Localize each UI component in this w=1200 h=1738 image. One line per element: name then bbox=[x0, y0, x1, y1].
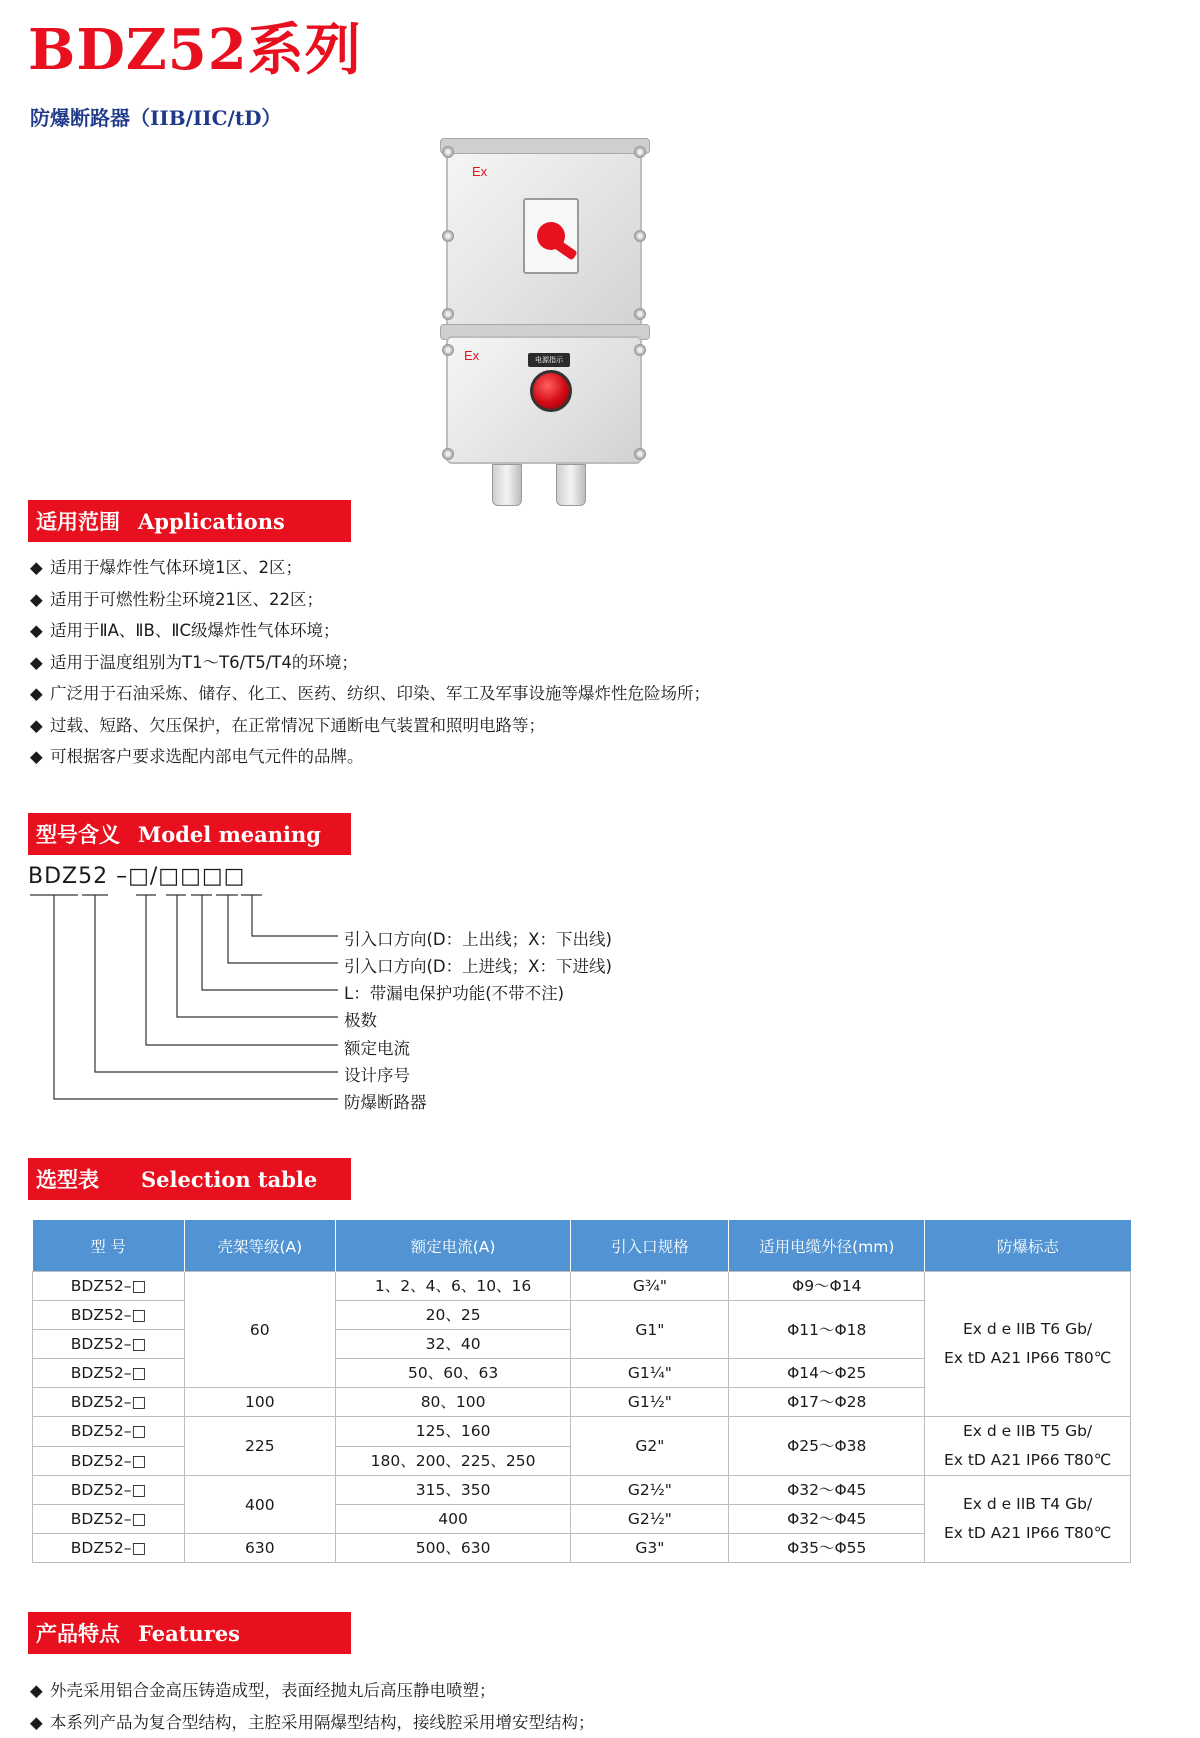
current-cell: 125、160 bbox=[335, 1417, 571, 1447]
selection-table-header bbox=[28, 1158, 351, 1200]
model-cell: BDZ52–□ bbox=[33, 1301, 185, 1330]
model-cell: BDZ52–□ bbox=[33, 1446, 185, 1476]
model-cell: BDZ52–□ bbox=[33, 1388, 185, 1417]
list-item: ◆ 过载、短路、欠压保护，在正常情况下通断电气装置和照明电路等； bbox=[30, 710, 710, 742]
thread-cell: G2½" bbox=[571, 1476, 729, 1505]
cable-cell: Φ11～Φ18 bbox=[729, 1301, 925, 1359]
diamond-bullet-icon: ◆ bbox=[30, 552, 50, 584]
model-meaning-header bbox=[28, 813, 351, 855]
diamond-bullet-icon: ◆ bbox=[30, 1707, 50, 1738]
screw-icon bbox=[634, 146, 646, 158]
applications-header bbox=[28, 500, 351, 542]
diamond-bullet-icon: ◆ bbox=[30, 647, 50, 679]
screw-icon bbox=[442, 146, 454, 158]
current-cell: 80、100 bbox=[335, 1388, 571, 1417]
cable-gland-icon bbox=[556, 464, 586, 506]
model-cell: BDZ52–□ bbox=[33, 1505, 185, 1534]
list-item: ◆ 适用于ⅡA、ⅡB、ⅡC级爆炸性气体环境； bbox=[30, 615, 710, 647]
column-header: 壳架等级(A) bbox=[184, 1220, 335, 1272]
list-item: ◆ 适用于可燃性粉尘环境21区、22区； bbox=[30, 584, 710, 616]
model-cell: BDZ52–□ bbox=[33, 1330, 185, 1359]
page-title: BDZ52系列 bbox=[28, 22, 362, 78]
cable-cell: Φ9～Φ14 bbox=[729, 1272, 925, 1301]
lamp-label: 电源指示 bbox=[528, 353, 570, 367]
product-image bbox=[440, 138, 650, 510]
ex-mark-cell: Ex d e IIB T5 Gb/ Ex tD A21 IP66 T80℃ bbox=[925, 1417, 1131, 1476]
screw-icon bbox=[442, 448, 454, 460]
column-header: 防爆标志 bbox=[925, 1220, 1131, 1272]
frame-cell: 60 bbox=[184, 1272, 335, 1388]
current-cell: 32、40 bbox=[335, 1330, 571, 1359]
features-header bbox=[28, 1612, 351, 1654]
screw-icon bbox=[634, 448, 646, 460]
section-title-en: Features bbox=[138, 1621, 240, 1646]
section-title-cn: 选型表 bbox=[36, 1164, 99, 1194]
features-list bbox=[30, 1675, 595, 1738]
section-title-cn: 产品特点 bbox=[36, 1618, 120, 1648]
model-meaning-item: 设计序号 bbox=[344, 1062, 410, 1086]
thread-cell: G2½" bbox=[571, 1505, 729, 1534]
model-meaning-item: 额定电流 bbox=[344, 1035, 410, 1059]
screw-icon bbox=[634, 344, 646, 356]
diamond-bullet-icon: ◆ bbox=[30, 615, 50, 647]
current-cell: 20、25 bbox=[335, 1301, 571, 1330]
selection-table bbox=[32, 1220, 1131, 1563]
ex-mark-cell: Ex d e IIB T6 Gb/ Ex tD A21 IP66 T80℃ bbox=[925, 1272, 1131, 1417]
applications-list bbox=[30, 552, 710, 773]
cable-cell: Φ14～Φ25 bbox=[729, 1359, 925, 1388]
column-header: 适用电缆外径(mm) bbox=[729, 1220, 925, 1272]
thread-cell: G1½" bbox=[571, 1388, 729, 1417]
model-cell: BDZ52–□ bbox=[33, 1476, 185, 1505]
thread-cell: G1¼" bbox=[571, 1359, 729, 1388]
ex-mark: Ex bbox=[472, 164, 487, 179]
model-cell: BDZ52–□ bbox=[33, 1417, 185, 1447]
section-title-en: Selection table bbox=[141, 1167, 317, 1192]
section-title-en: Applications bbox=[138, 509, 285, 534]
current-cell: 180、200、225、250 bbox=[335, 1446, 571, 1476]
diamond-bullet-icon: ◆ bbox=[30, 741, 50, 773]
screw-icon bbox=[442, 230, 454, 242]
main-enclosure bbox=[446, 144, 642, 336]
section-title-cn: 型号含义 bbox=[36, 819, 120, 849]
model-meaning-item: 引入口方向(D：上出线；X：下出线) bbox=[344, 926, 612, 950]
terminal-enclosure bbox=[446, 336, 642, 464]
screw-icon bbox=[442, 344, 454, 356]
current-cell: 315、350 bbox=[335, 1476, 571, 1505]
table-row bbox=[33, 1417, 1131, 1447]
list-item: ◆ 广泛用于石油采炼、储存、化工、医药、纺织、印染、军工及军事设施等爆炸性危险场所； bbox=[30, 678, 710, 710]
screw-icon bbox=[634, 308, 646, 320]
column-header: 型 号 bbox=[33, 1220, 185, 1272]
thread-cell: G1" bbox=[571, 1301, 729, 1359]
frame-cell: 400 bbox=[184, 1476, 335, 1534]
screw-icon bbox=[634, 230, 646, 242]
diamond-bullet-icon: ◆ bbox=[30, 584, 50, 616]
ex-mark-cell: Ex d e IIB T4 Gb/ Ex tD A21 IP66 T80℃ bbox=[925, 1476, 1131, 1563]
cable-cell: Φ32～Φ45 bbox=[729, 1476, 925, 1505]
list-item: ◆ 外壳采用铝合金高压铸造成型，表面经抛丸后高压静电喷塑； bbox=[30, 1675, 595, 1707]
cable-cell: Φ35～Φ55 bbox=[729, 1534, 925, 1563]
model-meaning-item: 防爆断路器 bbox=[344, 1089, 427, 1113]
indicator-lamp-icon bbox=[530, 370, 572, 412]
model-cell: BDZ52–□ bbox=[33, 1534, 185, 1563]
column-header: 引入口规格 bbox=[571, 1220, 729, 1272]
model-cell: BDZ52–□ bbox=[33, 1272, 185, 1301]
page-subtitle: 防爆断路器（IIB/IIC/tD） bbox=[30, 102, 281, 131]
breaker-switch bbox=[523, 198, 579, 274]
cable-cell: Φ25～Φ38 bbox=[729, 1417, 925, 1476]
cable-cell: Φ17～Φ28 bbox=[729, 1388, 925, 1417]
current-cell: 500、630 bbox=[335, 1534, 571, 1563]
current-cell: 400 bbox=[335, 1505, 571, 1534]
top-flange bbox=[440, 138, 650, 154]
model-meaning-item: 极数 bbox=[344, 1007, 377, 1031]
thread-cell: G¾" bbox=[571, 1272, 729, 1301]
model-meaning-item: 引入口方向(D：上进线；X：下进线) bbox=[344, 953, 612, 977]
model-meaning-item: L：带漏电保护功能(不带不注) bbox=[344, 980, 564, 1004]
section-title-en: Model meaning bbox=[138, 822, 321, 847]
current-cell: 50、60、63 bbox=[335, 1359, 571, 1388]
diamond-bullet-icon: ◆ bbox=[30, 1675, 50, 1707]
table-header-row bbox=[33, 1220, 1131, 1272]
diamond-bullet-icon: ◆ bbox=[30, 710, 50, 742]
diamond-bullet-icon: ◆ bbox=[30, 678, 50, 710]
frame-cell: 100 bbox=[184, 1388, 335, 1417]
list-item: ◆ 本系列产品为复合型结构，主腔采用隔爆型结构，接线腔采用增安型结构； bbox=[30, 1707, 595, 1738]
cable-cell: Φ32～Φ45 bbox=[729, 1505, 925, 1534]
frame-cell: 630 bbox=[184, 1534, 335, 1563]
table-row bbox=[33, 1272, 1131, 1301]
list-item: ◆ 可根据客户要求选配内部电气元件的品牌。 bbox=[30, 741, 710, 773]
current-cell: 1、2、4、6、10、16 bbox=[335, 1272, 571, 1301]
frame-cell: 225 bbox=[184, 1417, 335, 1476]
ex-mark: Ex bbox=[464, 348, 479, 363]
column-header: 额定电流(A) bbox=[335, 1220, 571, 1272]
list-item: ◆ 适用于温度组别为T1～T6/T5/T4的环境； bbox=[30, 647, 710, 679]
table-row bbox=[33, 1476, 1131, 1505]
thread-cell: G3" bbox=[571, 1534, 729, 1563]
model-code: BDZ52 –□/□□□□ bbox=[28, 864, 245, 889]
cable-gland-icon bbox=[492, 464, 522, 506]
thread-cell: G2" bbox=[571, 1417, 729, 1476]
model-cell: BDZ52–□ bbox=[33, 1359, 185, 1388]
screw-icon bbox=[442, 308, 454, 320]
list-item: ◆ 适用于爆炸性气体环境1区、2区； bbox=[30, 552, 710, 584]
section-title-cn: 适用范围 bbox=[36, 506, 120, 536]
